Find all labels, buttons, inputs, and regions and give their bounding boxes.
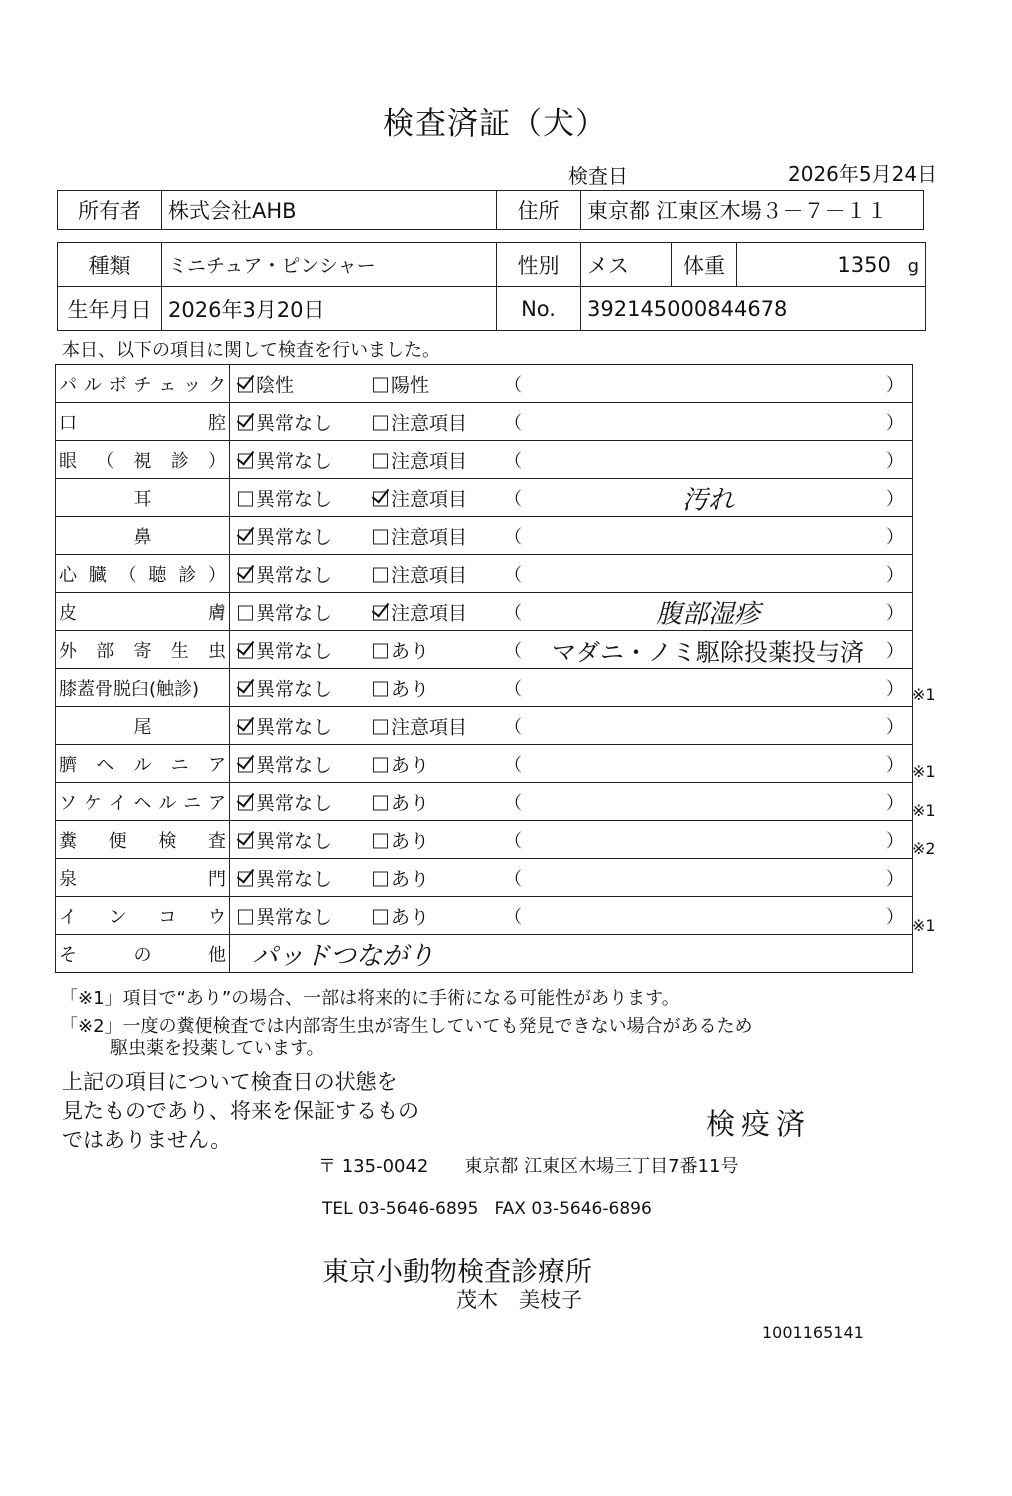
item-name: [59, 365, 226, 402]
serial-number: 1001165141: [762, 1323, 864, 1342]
item-name-char: 臍: [59, 754, 77, 776]
option-label: 異常なし: [256, 868, 333, 890]
item-name-char: 泉: [59, 868, 77, 890]
disclaimer-line: 見たものであり、将来を保証するもの: [62, 1099, 419, 1123]
option-label: 異常なし: [256, 450, 333, 472]
result-option[interactable]: [238, 750, 332, 777]
option-label: 異常なし: [256, 830, 333, 852]
clinic-contact: [322, 1199, 668, 1219]
result-option[interactable]: [238, 484, 332, 511]
weight-unit: g: [907, 255, 919, 277]
item-name-char: 聴: [148, 564, 167, 586]
close-paren: ）: [886, 564, 904, 586]
close-paren: ）: [886, 792, 904, 814]
result-option[interactable]: [373, 522, 467, 549]
item-name: [59, 403, 226, 440]
item-name-cell: [56, 707, 230, 745]
open-paren: （: [504, 640, 522, 662]
checked-box-icon[interactable]: [238, 681, 253, 696]
close-paren: ）: [886, 678, 904, 700]
result-option[interactable]: [373, 674, 429, 701]
item-name-cell: [56, 821, 230, 859]
item-name-char: そ: [59, 944, 77, 966]
item-name-char: ヘ: [96, 754, 115, 776]
item-name: [59, 479, 226, 516]
checkbox-icon[interactable]: [373, 453, 388, 468]
checkbox-icon[interactable]: [373, 795, 388, 810]
exam-date: 2026年5月24日: [788, 162, 938, 186]
option-label: 異常なし: [256, 526, 333, 548]
checked-box-icon[interactable]: [238, 833, 253, 848]
item-result-cell: [230, 859, 913, 897]
option-label: 陰性: [256, 374, 295, 396]
result-option[interactable]: [238, 522, 332, 549]
option-label: 陽性: [391, 374, 430, 396]
table-row-other: [56, 935, 913, 973]
option-label: あり: [391, 792, 430, 814]
open-paren: （: [504, 792, 522, 814]
item-name-char: （: [118, 564, 137, 586]
checkbox-icon[interactable]: [238, 605, 253, 620]
sex-value: メス: [581, 243, 672, 287]
open-paren: （: [504, 412, 522, 434]
item-name-cell: [56, 669, 230, 707]
item-name: [59, 783, 226, 820]
result-option[interactable]: [373, 864, 429, 891]
checkbox-icon[interactable]: [373, 415, 388, 430]
birth-value: 2026年3月20日: [162, 287, 497, 331]
option-label: 異常なし: [256, 412, 333, 434]
item-name: [59, 897, 226, 934]
checked-box-icon[interactable]: [238, 453, 253, 468]
fax-number: FAX 03-5646-6896: [494, 1199, 652, 1219]
item-result-cell: [230, 783, 913, 821]
item-name-text: 膝蓋骨脱臼(触診): [59, 678, 200, 700]
item-name-char: コ: [158, 906, 177, 928]
address-label: 住所: [497, 191, 581, 230]
close-paren: ）: [886, 754, 904, 776]
result-option[interactable]: [373, 446, 467, 473]
item-name-char: ル: [83, 374, 102, 396]
clinic-address: [318, 1152, 774, 1178]
table-row: [56, 441, 913, 479]
option-label: 注意項目: [391, 488, 468, 510]
checkbox-icon[interactable]: [373, 871, 388, 886]
breed-label: 種類: [58, 243, 162, 287]
option-label: 注意項目: [391, 564, 468, 586]
option-label: 異常なし: [256, 754, 333, 776]
close-paren: ）: [886, 412, 904, 434]
exam-date-label: 検査日: [568, 164, 628, 188]
item-result-cell: [230, 745, 913, 783]
option-label: あり: [391, 640, 430, 662]
open-paren: （: [504, 830, 522, 852]
weight-label: 体重: [672, 243, 737, 287]
result-option[interactable]: [238, 902, 332, 929]
item-name-char: 部: [96, 640, 115, 662]
item-result-cell: [230, 555, 913, 593]
result-option[interactable]: [373, 788, 429, 815]
table-row: [56, 669, 913, 707]
other-note: パッドつながり: [252, 941, 435, 971]
result-option[interactable]: [373, 636, 429, 663]
item-name: [59, 441, 226, 478]
option-label: 異常なし: [256, 716, 333, 738]
item-name-char: ア: [207, 792, 226, 814]
result-option[interactable]: [373, 598, 467, 625]
table-row: [56, 555, 913, 593]
weight-cell: [737, 243, 926, 287]
clinic-name: 東京小動物検査診療所: [322, 1257, 592, 1288]
result-option[interactable]: [373, 484, 467, 511]
table-row: [56, 365, 913, 403]
checkbox-icon[interactable]: [373, 643, 388, 658]
item-name-cell: [56, 745, 230, 783]
table-row: [56, 783, 913, 821]
close-paren: ）: [886, 450, 904, 472]
item-note: 腹部湿疹: [655, 599, 760, 629]
result-option[interactable]: [238, 864, 332, 891]
item-name-char: ヘ: [133, 792, 152, 814]
breed-value: ミニチュア・ピンシャー: [162, 243, 497, 287]
item-name-char: パ: [59, 374, 77, 396]
tel-number: TEL 03-5646-6895: [322, 1199, 479, 1219]
item-name-char: ボ: [108, 374, 127, 396]
open-paren: （: [504, 564, 522, 586]
result-option[interactable]: [373, 560, 467, 587]
item-result-cell: [230, 517, 913, 555]
table-row: [56, 859, 913, 897]
intro-text: 本日、以下の項目に関して検査を行いました。: [62, 340, 440, 361]
close-paren: ）: [886, 868, 904, 890]
item-name-char: の: [133, 944, 152, 966]
close-paren: ）: [886, 488, 904, 510]
result-option[interactable]: [238, 446, 332, 473]
item-name-char: ニ: [183, 792, 202, 814]
item-name-char: ア: [208, 754, 226, 776]
item-name-cell: [56, 517, 230, 555]
item-name-text: 尾: [133, 716, 152, 738]
option-label: あり: [391, 906, 430, 928]
table-row: [56, 479, 913, 517]
close-paren: ）: [886, 716, 904, 738]
owner-value: 株式会社AHB: [162, 191, 497, 230]
item-name-cell: [56, 403, 230, 441]
table-row: [56, 821, 913, 859]
open-paren: （: [504, 678, 522, 700]
option-label: 異常なし: [256, 564, 333, 586]
footnote-2-cont: 駆虫薬を投薬しています。: [110, 1038, 325, 1059]
item-name-char: ク: [207, 374, 226, 396]
checkbox-icon[interactable]: [238, 491, 253, 506]
item-name-char: ウ: [207, 906, 226, 928]
result-option[interactable]: [238, 408, 332, 435]
option-label: あり: [391, 868, 430, 890]
item-name-char: 臓: [88, 564, 107, 586]
close-paren: ）: [886, 906, 904, 928]
item-result-cell: [230, 897, 913, 935]
item-name-char: 他: [208, 944, 226, 966]
item-result-cell: [230, 441, 913, 479]
item-name: [59, 555, 226, 592]
result-option[interactable]: [373, 370, 429, 397]
item-name-char: ェ: [158, 374, 177, 396]
item-name-char: 視: [133, 450, 152, 472]
option-label: 注意項目: [391, 716, 468, 738]
table-row: [56, 403, 913, 441]
result-option[interactable]: [373, 826, 429, 853]
birth-label: 生年月日: [58, 287, 162, 331]
pet-table: [57, 242, 926, 331]
checked-box-icon[interactable]: [373, 605, 388, 620]
footnote-mark: ※2: [912, 839, 936, 859]
item-name-char: イ: [59, 906, 77, 928]
item-name-char: ッ: [183, 374, 202, 396]
result-option[interactable]: [238, 636, 332, 663]
open-paren: （: [504, 450, 522, 472]
checked-box-icon[interactable]: [238, 719, 253, 734]
item-name-char: 生: [170, 640, 189, 662]
checked-box-icon[interactable]: [238, 529, 253, 544]
result-option[interactable]: [238, 674, 332, 701]
item-name-cell: [56, 441, 230, 479]
no-value: 392145000844678: [581, 287, 926, 331]
item-name-char: 診: [178, 564, 197, 586]
item-name-char: 便: [108, 830, 127, 852]
item-name-char: 虫: [208, 640, 226, 662]
street-address: 東京都 江東区木場三丁目7番11号: [464, 1156, 739, 1177]
item-result-cell: [230, 593, 913, 631]
item-name-char: 腔: [208, 412, 226, 434]
item-name: [59, 707, 226, 744]
item-name-text: 鼻: [133, 526, 152, 548]
item-name-cell: [56, 479, 230, 517]
result-option[interactable]: [373, 902, 429, 929]
table-row: [56, 745, 913, 783]
disclaimer-line: ではありません。: [62, 1128, 232, 1152]
item-name-char: 検: [158, 830, 177, 852]
item-name: [59, 859, 226, 896]
option-label: 注意項目: [391, 526, 468, 548]
checkbox-icon[interactable]: [373, 909, 388, 924]
footnote-mark: ※1: [912, 916, 936, 936]
result-option[interactable]: [238, 712, 332, 739]
item-name-char: 門: [208, 868, 226, 890]
option-label: 異常なし: [256, 906, 333, 928]
option-label: 注意項目: [391, 602, 468, 624]
item-name-char: 膚: [208, 602, 226, 624]
item-name-char: ソ: [59, 792, 77, 814]
sex-label: 性別: [497, 243, 581, 287]
footnote-2: 「※2」一度の糞便検査では内部寄生虫が寄生していても発見できない場合があるため: [60, 1016, 753, 1037]
item-name: [59, 631, 226, 668]
item-name-cell: [56, 859, 230, 897]
other-note-cell: [230, 935, 913, 973]
item-name-char: 心: [59, 564, 77, 586]
checkbox-icon[interactable]: [373, 377, 388, 392]
table-row: [56, 517, 913, 555]
item-name-char: 外: [59, 640, 77, 662]
close-paren: ）: [886, 640, 904, 662]
option-label: あり: [391, 754, 430, 776]
item-name-cell: [56, 365, 230, 403]
checked-box-icon[interactable]: [238, 795, 253, 810]
item-name-cell: [56, 783, 230, 821]
close-paren: ）: [886, 526, 904, 548]
footnote-mark: ※1: [912, 800, 936, 820]
item-name: [59, 935, 226, 972]
item-name-char: イ: [108, 792, 127, 814]
result-option[interactable]: [238, 598, 332, 625]
open-paren: （: [504, 374, 522, 396]
owner-table: [57, 190, 924, 230]
director-name: 茂木 美枝子: [456, 1288, 582, 1312]
option-label: あり: [391, 830, 430, 852]
item-result-cell: [230, 707, 913, 745]
table-row: [56, 897, 913, 935]
quarantine-stamp: 検疫済: [706, 1107, 812, 1141]
checked-box-icon[interactable]: [238, 567, 253, 582]
item-name-text: 耳: [133, 488, 152, 510]
item-name: [59, 745, 226, 782]
option-label: 異常なし: [256, 602, 333, 624]
footnote-mark: ※1: [912, 762, 936, 781]
checkbox-icon[interactable]: [373, 719, 388, 734]
result-option[interactable]: [238, 788, 332, 815]
table-row: [56, 707, 913, 745]
checked-box-icon[interactable]: [238, 757, 253, 772]
item-name-char: 診: [170, 450, 189, 472]
checked-box-icon[interactable]: [238, 415, 253, 430]
result-option[interactable]: [238, 370, 294, 397]
item-name-char: 皮: [59, 602, 77, 624]
checkbox-icon[interactable]: [373, 529, 388, 544]
checked-box-icon[interactable]: [238, 377, 253, 392]
checkbox-icon[interactable]: [373, 757, 388, 772]
item-result-cell: [230, 403, 913, 441]
item-name-char: ル: [158, 792, 177, 814]
owner-label: 所有者: [58, 191, 162, 230]
item-result-cell: [230, 365, 913, 403]
option-label: 注意項目: [391, 450, 468, 472]
item-name-char: 寄: [133, 640, 152, 662]
table-row: [56, 631, 913, 669]
open-paren: （: [504, 602, 522, 624]
result-option[interactable]: [373, 750, 429, 777]
item-name-char: （: [96, 450, 115, 472]
item-name-char: ）: [207, 564, 226, 586]
checkbox-icon[interactable]: [238, 909, 253, 924]
item-result-cell: [230, 479, 913, 517]
option-label: 異常なし: [256, 792, 333, 814]
footnote-1: 「※1」項目で“あり”の場合、一部は将来的に手術になる可能性があります。: [60, 988, 680, 1009]
item-name-char: ケ: [83, 792, 102, 814]
no-label: No.: [497, 287, 581, 331]
table-row: [56, 593, 913, 631]
option-label: あり: [391, 678, 430, 700]
weight-value: 1350: [837, 252, 891, 277]
open-paren: （: [504, 868, 522, 890]
open-paren: （: [504, 526, 522, 548]
option-label: 異常なし: [256, 488, 333, 510]
disclaimer-line: 上記の項目について検査日の状態を: [62, 1070, 398, 1094]
item-name: [59, 593, 226, 630]
disclaimer: [62, 1068, 419, 1155]
item-result-cell: [230, 669, 913, 707]
footnote-mark: ※1: [912, 684, 936, 704]
open-paren: （: [504, 754, 522, 776]
item-name-char: 糞: [59, 830, 77, 852]
item-name-char: 口: [59, 412, 77, 434]
item-name-cell: [56, 555, 230, 593]
option-label: 注意項目: [391, 412, 468, 434]
item-name-cell: [56, 593, 230, 631]
checked-box-icon[interactable]: [238, 871, 253, 886]
open-paren: （: [504, 716, 522, 738]
item-result-cell: [230, 631, 913, 669]
item-name-cell: [56, 897, 230, 935]
checkbox-icon[interactable]: [373, 567, 388, 582]
document-title: 検査済証（犬）: [383, 106, 607, 142]
close-paren: ）: [886, 830, 904, 852]
item-name: [59, 669, 226, 706]
item-name-char: ル: [133, 754, 152, 776]
checkbox-icon[interactable]: [373, 681, 388, 696]
address-value: 東京都 江東区木場３－７－１１: [581, 191, 924, 230]
result-option[interactable]: [373, 408, 467, 435]
item-name-char: ）: [208, 450, 226, 472]
close-paren: ）: [886, 374, 904, 396]
item-name-char: チ: [133, 374, 152, 396]
result-option[interactable]: [373, 712, 467, 739]
close-paren: ）: [886, 602, 904, 624]
open-paren: （: [504, 906, 522, 928]
item-name: [59, 821, 226, 858]
item-name-char: 査: [207, 830, 226, 852]
checkbox-icon[interactable]: [373, 833, 388, 848]
result-option[interactable]: [238, 560, 332, 587]
item-name-char: 眼: [59, 450, 77, 472]
item-name-cell: [56, 935, 230, 973]
item-note: マダニ・ノミ駆除投薬投与済: [552, 638, 864, 666]
open-paren: （: [504, 488, 522, 510]
item-name-char: ニ: [170, 754, 189, 776]
item-name-char: ン: [108, 906, 127, 928]
checked-box-icon[interactable]: [238, 643, 253, 658]
option-label: 異常なし: [256, 640, 333, 662]
postal-code: 〒 135-0042: [318, 1156, 429, 1177]
checked-box-icon[interactable]: [373, 491, 388, 506]
item-result-cell: [230, 821, 913, 859]
item-name-cell: [56, 631, 230, 669]
item-name: [59, 517, 226, 554]
inspection-table: [55, 364, 913, 973]
option-label: 異常なし: [256, 678, 333, 700]
result-option[interactable]: [238, 826, 332, 853]
item-note: 汚れ: [681, 485, 734, 515]
